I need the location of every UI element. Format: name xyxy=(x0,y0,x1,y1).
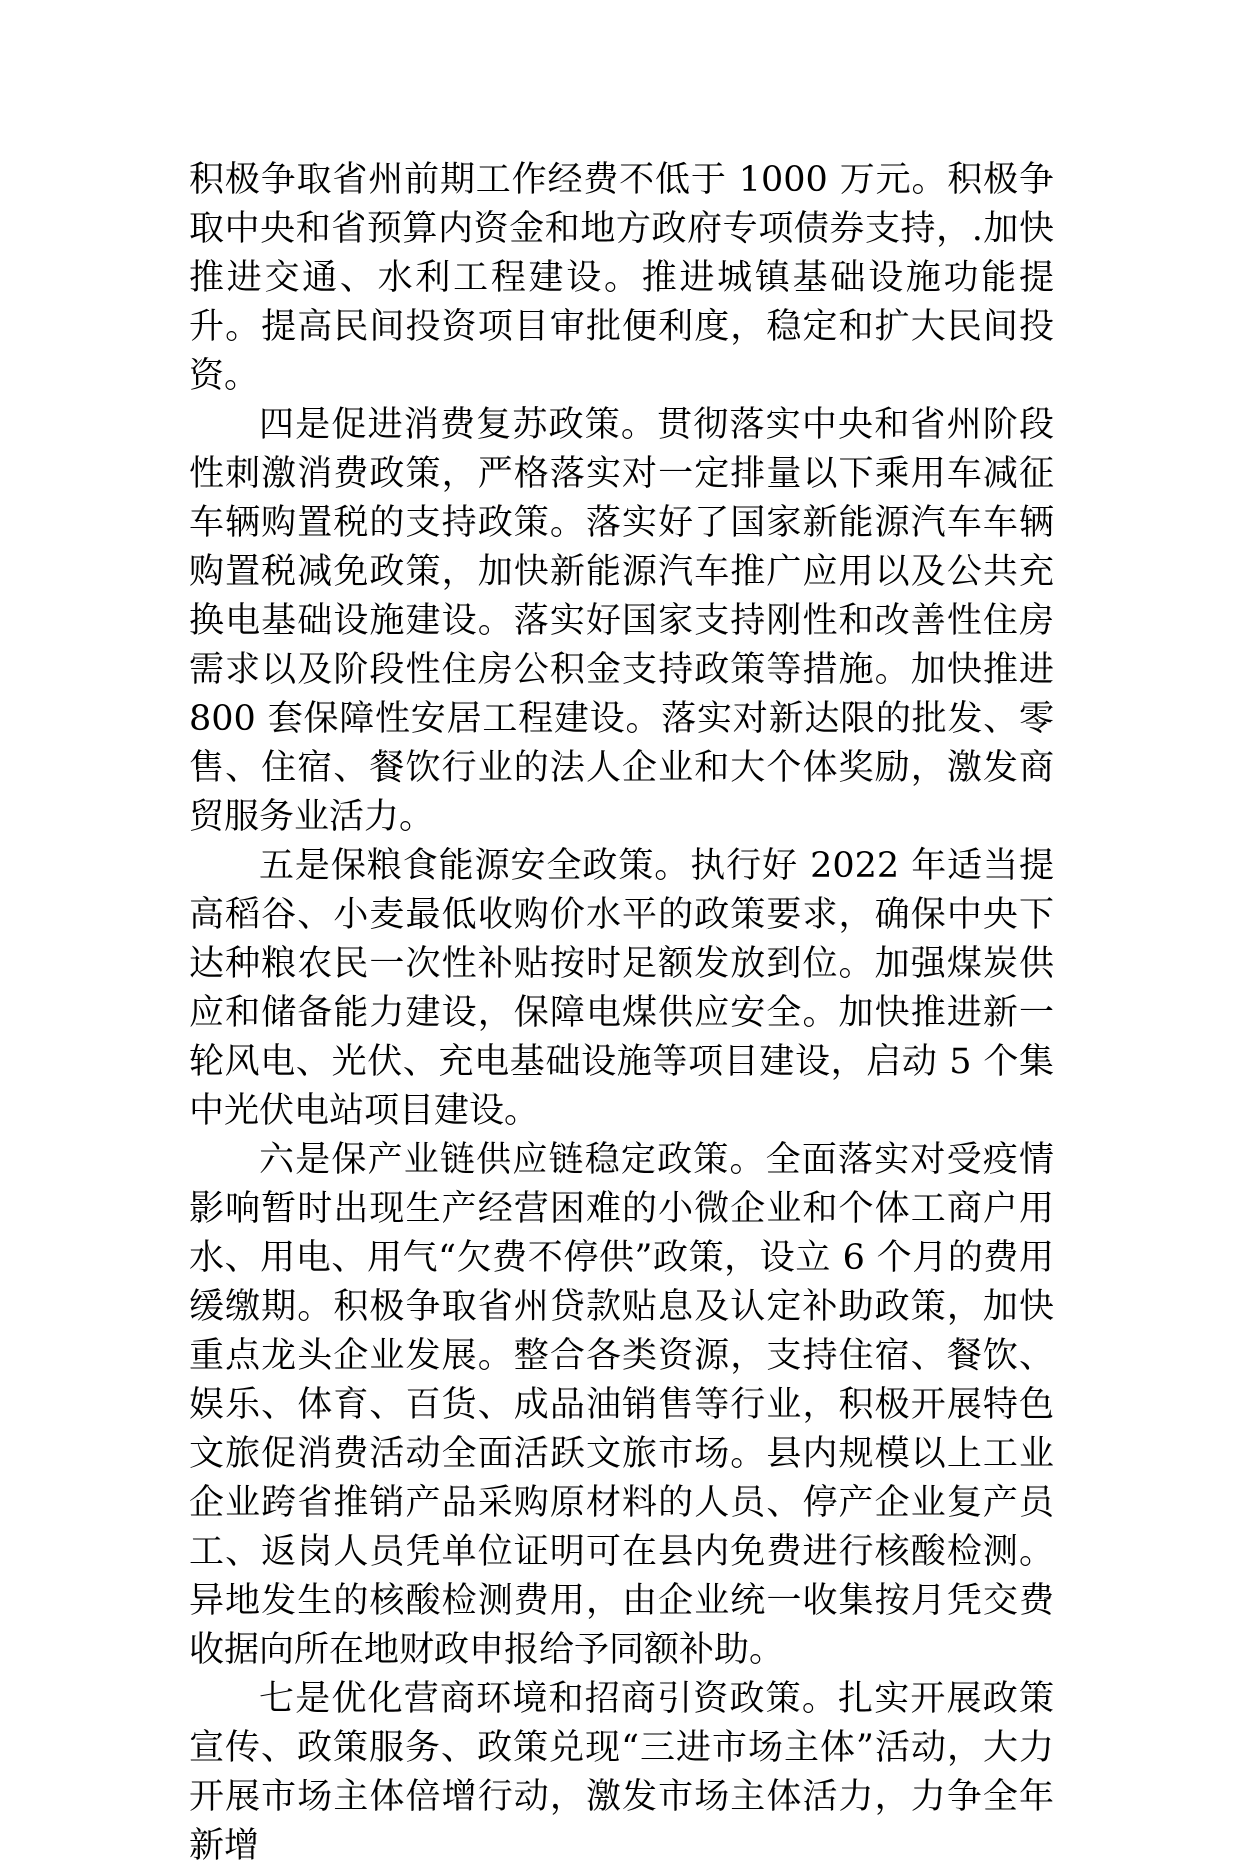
paragraph-continuation: 积极争取省州前期工作经费不低于 1000 万元。积极争取中央和省预算内资金和地方政府专项债券支持，.加快推进交通、水利工程建设。推进城镇基础设施功能提升。提高民间投资项目审批便利度，稳定和扩大民间投资。 xyxy=(189,160,1054,396)
paragraph-business-environment-policy: 七是优化营商环境和招商引资政策。扎实开展政策宣传、政策服务、政策兑现“三进市场主体”活动，大力开展市场主体倍增行动，激发市场主体活力，力争全年新增 xyxy=(189,1679,1054,1866)
paragraph-food-energy-policy: 五是保粮食能源安全政策。执行好 2022 年适当提高稻谷、小麦最低收购价水平的政策要求，确保中央下达种粮农民一次性补贴按时足额发放到位。加强煤炭供应和储备能力建设，保障电煤供应安全。加快推进新一轮风电、光伏、充电基础设施等项目建设，启动 5 个集中光伏电站项目建设。 xyxy=(189,846,1054,1131)
paragraph-supply-chain-policy: 六是保产业链供应链稳定政策。全面落实对受疫情影响暂时出现生产经营困难的小微企业和个体工商户用水、用电、用气“欠费不停供”政策，设立 6 个月的费用缓缴期。积极争取省州贷款贴息及认定补助政策，加快重点龙头企业发展。整合各类资源，支持住宿、餐饮、娱乐、体育、百货、成品油销售等行业，积极开展特色文旅促消费活动全面活跃文旅市场。县内规模以上工业企业跨省推销产品采购原材料的人员、停产企业复产员工、返岗人员凭单位证明可在县内免费进行核酸检测。异地发生的核酸检测费用，由企业统一收集按月凭交费收据向所在地财政申报给予同额补助。 xyxy=(189,1140,1054,1670)
paragraph-consumption-policy: 四是促进消费复苏政策。贯彻落实中央和省州阶段性刺激消费政策，严格落实对一定排量以下乘用车减征车辆购置税的支持政策。落实好了国家新能源汽车车辆购置税减免政策，加快新能源汽车推广应用以及公共充换电基础设施建设。落实好国家支持刚性和改善性住房需求以及阶段性住房公积金支持政策等措施。加快推进 800 套保障性安居工程建设。落实对新达限的批发、零售、住宿、餐饮行业的法人企业和大个体奖励，激发商贸服务业活力。 xyxy=(189,405,1054,837)
document-body xyxy=(189,156,1054,1871)
